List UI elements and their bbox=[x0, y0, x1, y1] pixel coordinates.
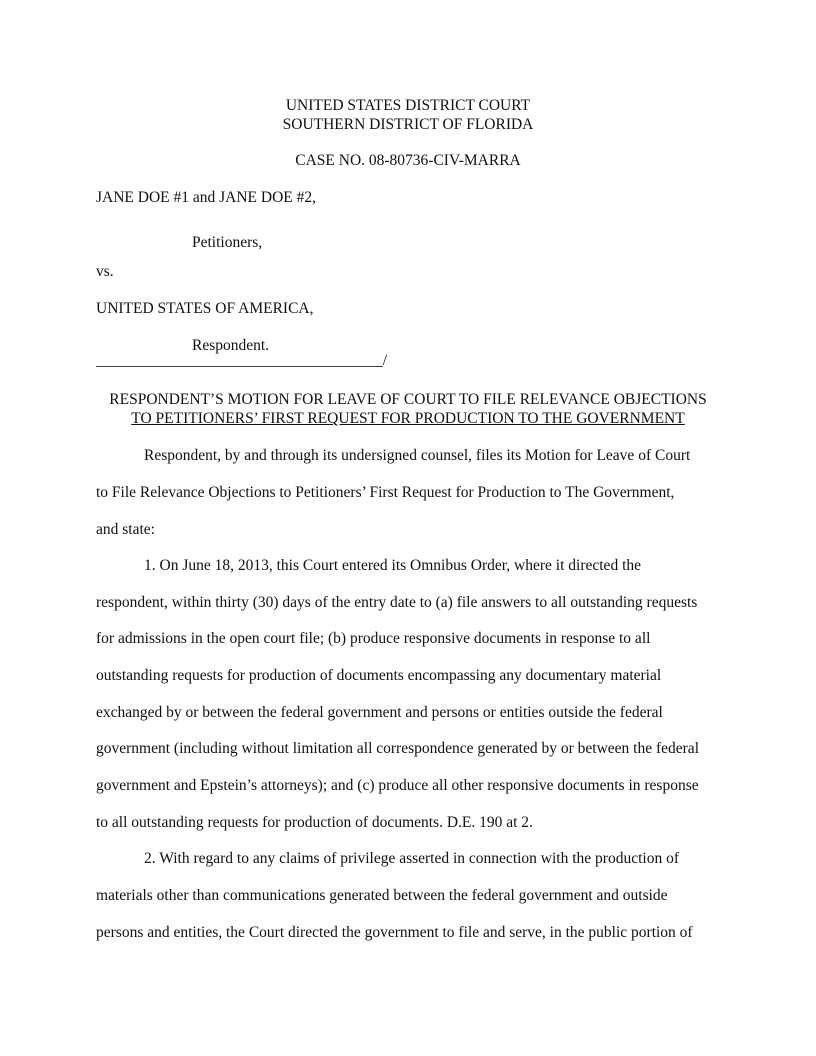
intro-line: to File Relevance Objections to Petitioners’ First Request for Production to The Government, bbox=[96, 484, 675, 501]
paragraph1-line: government (including without limitation all correspondence generated by or between the federal bbox=[96, 740, 699, 757]
court-name: UNITED STATES DISTRICT COURT bbox=[285, 97, 531, 114]
motion-title-line1: RESPONDENT’S MOTION FOR LEAVE OF COURT TO FILE RELEVANCE OBJECTIONS bbox=[109, 391, 707, 408]
paragraph1-line: 1. On June 18, 2013, this Court entered its Omnibus Order, where it directed the bbox=[144, 557, 641, 574]
intro-line: and state: bbox=[96, 521, 155, 538]
respondent-role: Respondent. bbox=[192, 337, 270, 354]
paragraph1-line: respondent, within thirty (30) days of the entry date to (a) file answers to all outstanding requests bbox=[96, 594, 698, 611]
versus: vs. bbox=[96, 263, 114, 280]
petitioners-role: Petitioners, bbox=[192, 234, 263, 251]
paragraph1-line: outstanding requests for production of documents encompassing any documentary material bbox=[96, 667, 662, 684]
paragraph1-line: for admissions in the open court file; (b) produce responsive documents in response to all bbox=[96, 630, 651, 647]
motion-title-line2: TO PETITIONERS’ FIRST REQUEST FOR PRODUCTION TO THE GOVERNMENT bbox=[131, 410, 685, 427]
caption-rule: _____________________________________/ bbox=[96, 352, 388, 369]
paragraph2-line: persons and entities, the Court directed the government to file and serve, in the public portion of bbox=[96, 924, 693, 941]
court-district: SOUTHERN DISTRICT OF FLORIDA bbox=[282, 116, 534, 133]
paragraph1-line: to all outstanding requests for production of documents. D.E. 190 at 2. bbox=[96, 814, 533, 831]
case-number: CASE NO. 08-80736-CIV-MARRA bbox=[295, 152, 521, 169]
paragraph1-line: exchanged by or between the federal government and persons or entities outside the federal bbox=[96, 704, 663, 721]
respondent-name: UNITED STATES OF AMERICA, bbox=[96, 300, 314, 317]
paragraph2-line: 2. With regard to any claims of privilege asserted in connection with the production of bbox=[144, 850, 679, 867]
paragraph2-line: materials other than communications generated between the federal government and outside bbox=[96, 887, 668, 904]
paragraph1-line: government and Epstein’s attorneys); and (c) produce all other responsive documents in response bbox=[96, 777, 699, 794]
intro-line: Respondent, by and through its undersigned counsel, files its Motion for Leave of Court bbox=[144, 447, 691, 464]
petitioners-names: JANE DOE #1 and JANE DOE #2, bbox=[96, 189, 316, 206]
